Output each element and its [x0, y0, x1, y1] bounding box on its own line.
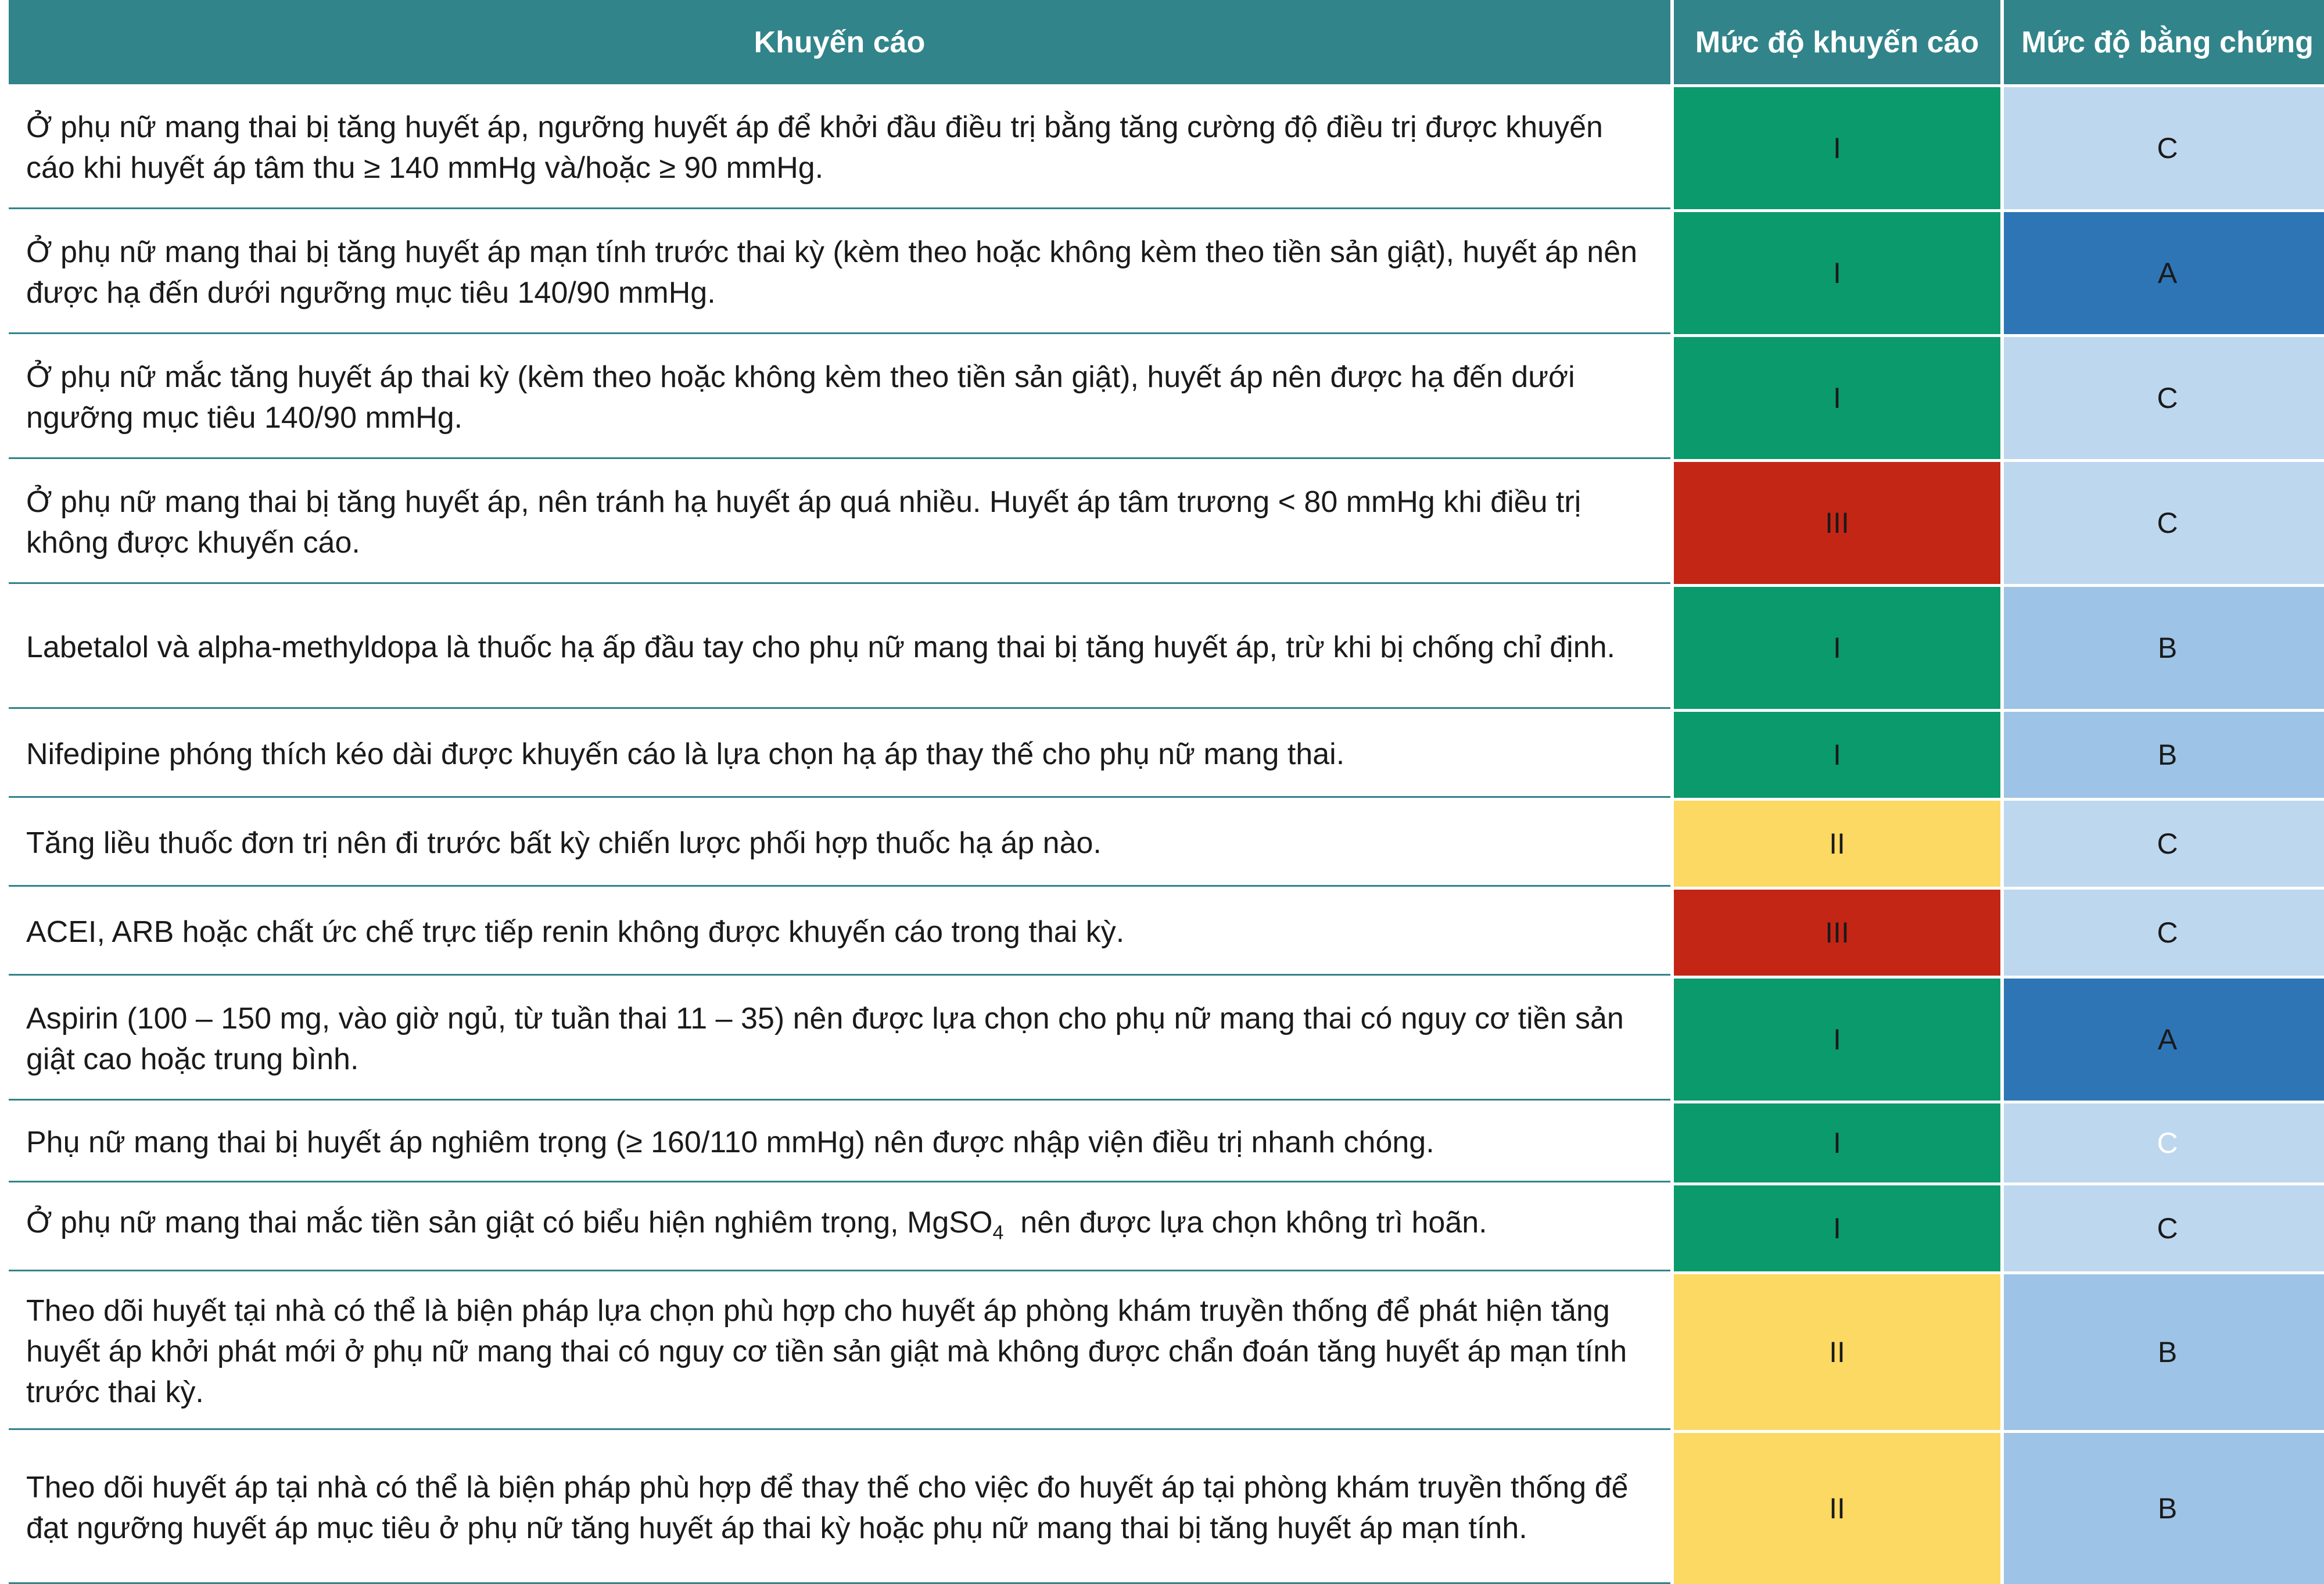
row-4-class: III	[1674, 462, 2000, 584]
row-3-recommendation: Ở phụ nữ mắc tăng huyết áp thai kỳ (kèm theo hoặc không kèm theo tiền sản giật), huyết áp nên được hạ đến dưới ngưỡng mục tiêu 140/90 mmHg.	[9, 337, 1670, 459]
row-11-level: C	[2004, 1185, 2324, 1271]
recommendations-table	[9, 0, 2324, 1545]
row-12-class: II	[1674, 1274, 2000, 1430]
row-13-recommendation: Theo dõi huyết áp tại nhà có thể là biện pháp phù hợp để thay thế cho việc đo huyết áp tại phòng khám truyền thống để đạt ngưỡng huyết áp mục tiêu ở phụ nữ tăng huyết áp thai kỳ hoặc phụ nữ mang thai bị tăng huyết áp mạn tính.	[9, 1433, 1670, 1584]
row-1-level: C	[2004, 87, 2324, 209]
row-12-recommendation: Theo dõi huyết tại nhà có thể là biện pháp lựa chọn phù hợp cho huyết áp phòng khám truyền thống để phát hiện tăng huyết áp khởi phát mới ở phụ nữ mang thai có nguy cơ tiền sản giật mà không được chẩn đoán tăng huyết áp mạn tính trước thai kỳ.	[9, 1274, 1670, 1430]
row-2-class: I	[1674, 212, 2000, 334]
row-3-level: C	[2004, 337, 2324, 459]
row-1-recommendation: Ở phụ nữ mang thai bị tăng huyết áp, ngưỡng huyết áp để khởi đầu điều trị bằng tăng cường độ điều trị được khuyến cáo khi huyết áp tâm thu ≥ 140 mmHg và/hoặc ≥ 90 mmHg.	[9, 87, 1670, 209]
row-5-level: B	[2004, 587, 2324, 709]
row-13-class: II	[1674, 1433, 2000, 1584]
row-11-text-after: nên được lựa chọn không trì hoãn.	[1003, 1205, 1487, 1239]
row-7-class: II	[1674, 801, 2000, 887]
row-9-class: I	[1674, 979, 2000, 1101]
row-8-recommendation: ACEI, ARB hoặc chất ức chế trực tiếp renin không được khuyến cáo trong thai kỳ.	[9, 890, 1670, 976]
row-5-class: I	[1674, 587, 2000, 709]
row-10-class: I	[1674, 1103, 2000, 1182]
row-4-recommendation: Ở phụ nữ mang thai bị tăng huyết áp, nên tránh hạ huyết áp quá nhiều. Huyết áp tâm trương < 80 mmHg khi điều trị không được khuyến cáo.	[9, 462, 1670, 584]
row-11-class: I	[1674, 1185, 2000, 1271]
row-8-class: III	[1674, 890, 2000, 976]
row-6-level: B	[2004, 712, 2324, 798]
row-10-level: C	[2004, 1103, 2324, 1182]
row-4-level: C	[2004, 462, 2324, 584]
row-11-text-sub: 4	[992, 1221, 1004, 1244]
row-9-level: A	[2004, 979, 2324, 1101]
row-1-class: I	[1674, 87, 2000, 209]
row-6-recommendation: Nifedipine phóng thích kéo dài được khuyến cáo là lựa chọn hạ áp thay thế cho phụ nữ mang thai.	[9, 712, 1670, 798]
header-recommendation: Khuyến cáo	[9, 0, 1670, 84]
row-12-level: B	[2004, 1274, 2324, 1430]
row-5-recommendation: Labetalol và alpha-methyldopa là thuốc hạ ấp đầu tay cho phụ nữ mang thai bị tăng huyết áp, trừ khi bị chống chỉ định.	[9, 587, 1670, 709]
row-7-level: C	[2004, 801, 2324, 887]
row-13-level: B	[2004, 1433, 2324, 1584]
row-10-recommendation: Phụ nữ mang thai bị huyết áp nghiêm trọng (≥ 160/110 mmHg) nên được nhập viện điều trị nhanh chóng.	[9, 1103, 1670, 1182]
row-2-recommendation: Ở phụ nữ mang thai bị tăng huyết áp mạn tính trước thai kỳ (kèm theo hoặc không kèm theo tiền sản giật), huyết áp nên được hạ đến dưới ngưỡng mục tiêu 140/90 mmHg.	[9, 212, 1670, 334]
row-7-recommendation: Tăng liều thuốc đơn trị nên đi trước bất kỳ chiến lược phối hợp thuốc hạ áp nào.	[9, 801, 1670, 887]
row-11-recommendation	[9, 1185, 1670, 1271]
row-6-class: I	[1674, 712, 2000, 798]
row-11-text-before: Ở phụ nữ mang thai mắc tiền sản giật có biểu hiện nghiêm trọng, MgSO	[26, 1205, 993, 1239]
header-level: Mức độ bằng chứng	[2004, 0, 2324, 84]
header-class: Mức độ khuyến cáo	[1674, 0, 2000, 84]
row-9-recommendation: Aspirin (100 – 150 mg, vào giờ ngủ, từ tuần thai 11 – 35) nên được lựa chọn cho phụ nữ mang thai có nguy cơ tiền sản giật cao hoặc trung bình.	[9, 979, 1670, 1101]
row-3-class: I	[1674, 337, 2000, 459]
row-8-level: C	[2004, 890, 2324, 976]
row-2-level: A	[2004, 212, 2324, 334]
